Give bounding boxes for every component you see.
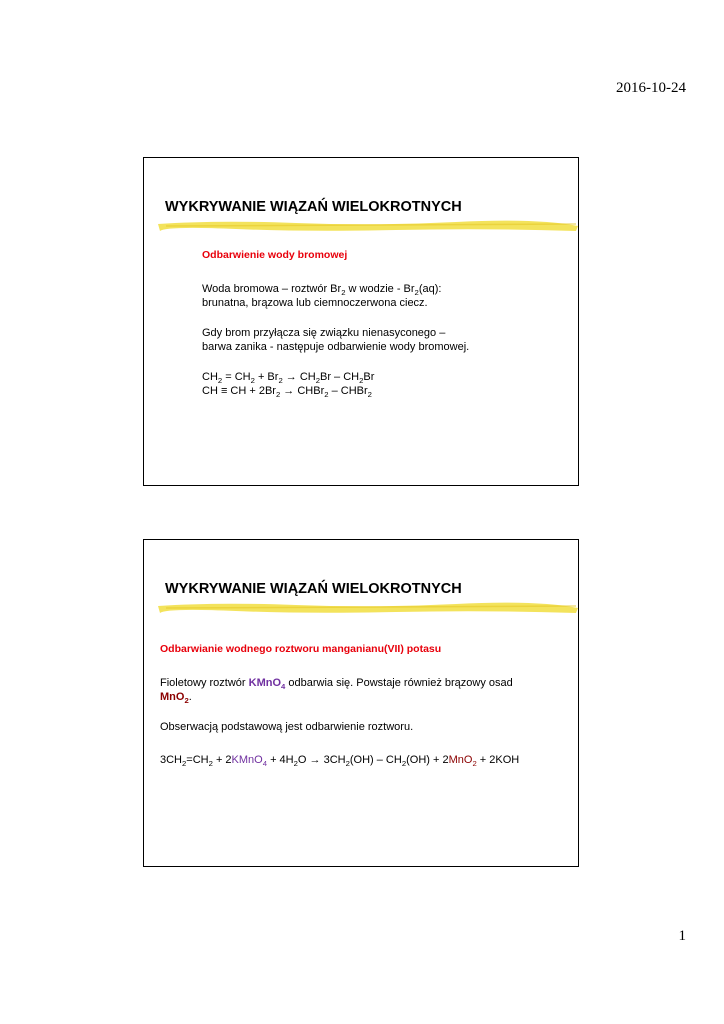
page-number: 1 (678, 928, 686, 944)
slide-1 (143, 157, 579, 486)
paragraph: Fioletowy roztwór KMnO$_4$ odbarwia się. Powstaje również brązowy osad MnO$_2$. (160, 676, 513, 705)
equation: $3CH_2=CH_2$ + 2KMnO$_4$ + $4H_2O \to 3CH_2(OH) - CH_2(OH) + 2MnO_2 + 2KOH$ (160, 754, 520, 768)
slide-title: WYKRYWANIE WIĄZAŃ WIELOKROTNYCH (165, 581, 462, 597)
subheading: Odbarwianie wodnego roztworu manganianu(VII) potasu (160, 643, 442, 655)
kmno4-formula: KMnO$_4$ (231, 754, 268, 768)
paragraph: Gdy brom przyłącza się związku nienasyconego – barwa zanika - następuje odbarwienie wody bromowej. (202, 326, 470, 353)
slide-2 (143, 539, 579, 867)
subheading: Odbarwienie wody bromowej (202, 249, 348, 261)
paragraph: Obserwacją podstawową jest odbarwienie roztworu. (160, 720, 414, 733)
slide-content (160, 642, 572, 768)
mno2-formula: MnO$_2$ (448, 754, 477, 768)
date: 2016-10-24 (616, 80, 686, 96)
highlight-stroke (156, 218, 580, 232)
highlight-stroke (156, 600, 580, 614)
equation: $CH_2 = CH_2 + Br_2 \to CH_2Br - CH_2Br$ (202, 370, 375, 385)
kmno4-formula: KMnO$_4$ (248, 676, 286, 691)
slide-content (202, 248, 572, 399)
equation: CH ≡ CH + $2Br_2$ → CHBr$_2$ – CHBr$_2$ (202, 385, 372, 399)
slide-title: WYKRYWANIE WIĄZAŃ WIELOKROTNYCH (165, 199, 462, 215)
mno2-formula: MnO$_2$ (160, 691, 189, 705)
paragraph: Woda bromowa – roztwór $Br_2$ w wodzie - $Br_2(aq)$: brunatna, brązowa lub ciemnoczerwona ciecz. (202, 282, 442, 309)
